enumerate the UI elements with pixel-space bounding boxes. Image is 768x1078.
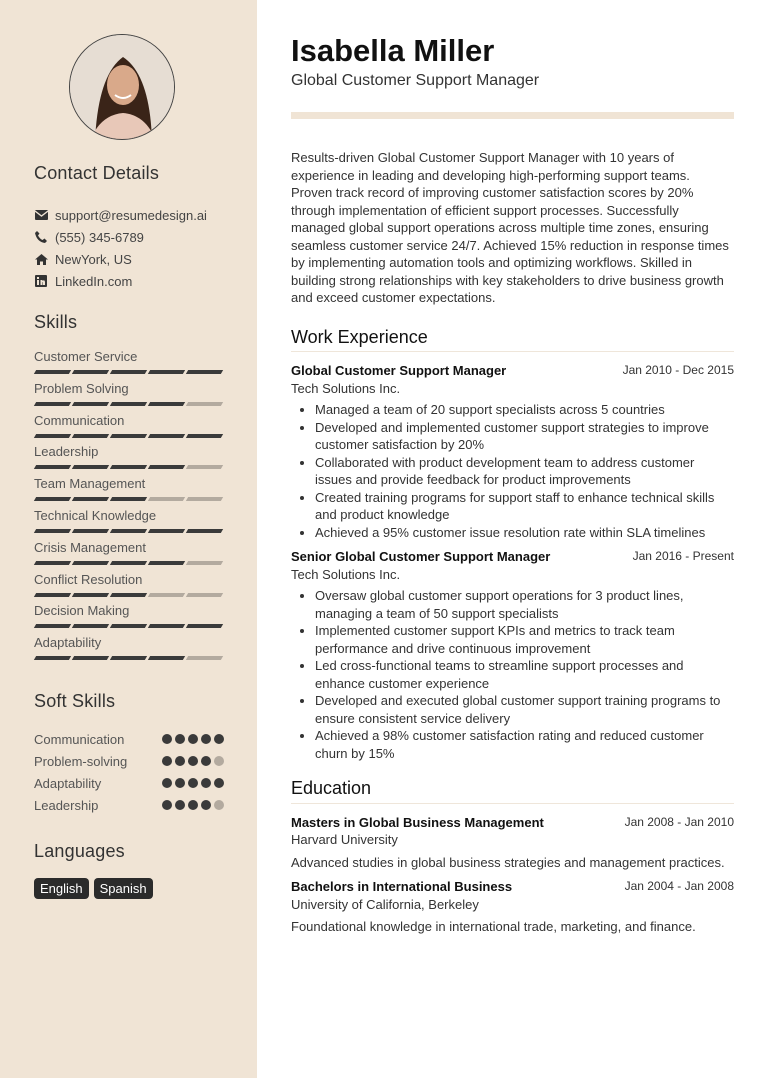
skill-bar-segment xyxy=(72,370,109,374)
skill-bar-segment xyxy=(110,593,147,597)
skill-label: Communication xyxy=(34,412,125,428)
skill-label: Decision Making xyxy=(34,603,130,619)
skill-bar-segment xyxy=(186,593,223,597)
soft-skill-item xyxy=(34,750,224,772)
skill-bar-segment xyxy=(72,593,109,597)
education-description: Foundational knowledge in international trade, marketing, and finance. xyxy=(291,919,696,934)
skill-bar-segment xyxy=(34,561,71,565)
education-description: Advanced studies in global business strategies and management practices. xyxy=(291,854,725,870)
degree: Bachelors in International Business xyxy=(291,879,513,894)
skill-bar-segment xyxy=(186,529,223,533)
rating-dot xyxy=(162,734,172,744)
skill-bar-segment xyxy=(34,402,71,406)
skill-bar-segment xyxy=(34,656,71,660)
rating-dot xyxy=(162,756,172,766)
skill-bar-segment xyxy=(148,656,185,660)
contact-text[interactable]: LinkedIn.com xyxy=(55,273,133,289)
contact-heading: Contact Details xyxy=(34,163,160,183)
skill-item xyxy=(34,540,224,572)
rating-dot xyxy=(175,778,185,788)
job-bullet: • Collaborated with product development team to address customer issues and provide feedback for product improvements xyxy=(315,454,734,489)
rating-dot xyxy=(201,800,211,810)
envelope-icon xyxy=(34,210,48,220)
home-icon xyxy=(34,254,48,265)
skill-item xyxy=(34,508,224,540)
rating-dot xyxy=(214,800,224,810)
skill-bar-segment xyxy=(34,497,71,501)
skill-level-bar xyxy=(35,465,224,469)
contact-text[interactable]: support@resumedesign.ai xyxy=(55,207,207,223)
job-company: Tech Solutions Inc. xyxy=(291,566,401,582)
job-bullet: • Created training programs for support staff to enhance technical skills and product knowledge xyxy=(315,489,734,524)
soft-skill-item xyxy=(34,728,224,750)
rating-dot xyxy=(188,800,198,810)
skill-bar-segment xyxy=(148,561,185,565)
skill-bar-segment xyxy=(72,656,109,660)
skill-bar-segment xyxy=(72,497,109,501)
rating-dot xyxy=(214,734,224,744)
skill-bar-segment xyxy=(72,529,109,533)
job-bullet: • Achieved a 98% customer satisfaction rating and reduced customer churn by 15% xyxy=(315,727,734,762)
education-heading: Education xyxy=(291,780,734,804)
education-dates: Jan 2008 - Jan 2010 xyxy=(624,814,734,829)
skill-label: Leadership xyxy=(34,444,99,460)
contact-item xyxy=(34,270,207,292)
soft-skill-rating xyxy=(162,756,224,766)
skill-level-bar xyxy=(35,402,224,406)
skill-bar-segment xyxy=(110,529,147,533)
skill-bar-segment xyxy=(186,434,223,438)
skill-bar-segment xyxy=(110,465,147,469)
skill-bar-segment xyxy=(34,434,71,438)
rating-dot xyxy=(188,734,198,744)
skill-item xyxy=(34,349,224,381)
contact-list xyxy=(34,204,207,292)
job-title: Global Customer Support Manager xyxy=(291,363,507,378)
soft-skills-list xyxy=(34,728,224,816)
rating-dot xyxy=(175,756,185,766)
skill-level-bar xyxy=(35,529,224,533)
skill-bar-segment xyxy=(110,402,147,406)
skill-label: Technical Knowledge xyxy=(34,507,157,523)
skill-bar-segment xyxy=(110,561,147,565)
soft-skill-label: Communication xyxy=(34,731,125,747)
skill-label: Adaptability xyxy=(34,635,102,651)
skill-bar-segment xyxy=(72,434,109,438)
job-dates: Jan 2010 - Dec 2015 xyxy=(622,363,734,377)
rating-dot xyxy=(175,800,185,810)
job-entry xyxy=(291,548,734,762)
job-dates: Jan 2016 - Present xyxy=(632,549,734,563)
skill-bar-segment xyxy=(110,434,147,438)
soft-skill-item xyxy=(34,772,224,794)
skill-bar-segment xyxy=(34,593,71,597)
skill-item xyxy=(34,603,224,635)
phone-icon xyxy=(34,231,48,243)
skill-bar-segment xyxy=(148,593,185,597)
contact-item xyxy=(34,248,207,270)
degree: Masters in Global Business Management xyxy=(291,814,544,830)
skill-bar-segment xyxy=(110,370,147,374)
job-bullet: • Achieved a 95% customer issue resolution rate within SLA timelines xyxy=(315,524,734,542)
accent-bar xyxy=(291,112,734,119)
summary: Results-driven Global Customer Support Manager with 10 years of experience in leading and developing high-performing support teams. Proven track record of improving customer satisfaction scores by 20% through implementation of efficient support processes. Successfully managed global support operations across multiple time zones, ensuring seamless customer service 24/7. Achieved 15% reduction in response times by implementing automation tools and optimizing workflows. Skilled in building strong relationships with key stakeholders to drive business growth and exceed customer expectations. xyxy=(291,150,729,305)
job-entry xyxy=(291,362,734,541)
soft-skill-rating xyxy=(162,778,224,788)
language-badge: Spanish xyxy=(94,878,153,899)
job-bullet: • Developed and implemented customer support strategies to improve customer satisfaction by 20% xyxy=(315,419,734,454)
contact-text[interactable]: NewYork, US xyxy=(55,251,132,267)
linkedin-icon xyxy=(34,275,48,287)
skill-bar-segment xyxy=(186,402,223,406)
skill-bar-segment xyxy=(148,370,185,374)
skill-bar-segment xyxy=(34,370,71,374)
skill-bar-segment xyxy=(148,402,185,406)
skill-item xyxy=(34,635,224,667)
rating-dot xyxy=(162,800,172,810)
skill-level-bar xyxy=(35,370,224,374)
work-list xyxy=(291,362,734,762)
education-list xyxy=(291,814,734,936)
skill-label: Customer Service xyxy=(34,349,138,364)
rating-dot xyxy=(214,756,224,766)
skill-item xyxy=(34,381,224,413)
rating-dot xyxy=(162,778,172,788)
work-heading: Work Experience xyxy=(291,329,734,353)
sidebar xyxy=(0,0,257,1078)
skill-bar-segment xyxy=(110,656,147,660)
skill-bar-segment xyxy=(72,465,109,469)
rating-dot xyxy=(201,778,211,788)
language-badge: English xyxy=(34,878,89,899)
rating-dot xyxy=(175,734,185,744)
skill-bar-segment xyxy=(34,465,71,469)
soft-skill-label: Adaptability xyxy=(34,775,102,791)
languages-heading: Languages xyxy=(34,841,125,861)
languages-list xyxy=(34,878,153,899)
skill-bar-segment xyxy=(186,370,223,374)
skill-bar-segment xyxy=(186,497,223,501)
school: Harvard University xyxy=(291,832,398,847)
skill-label: Crisis Management xyxy=(34,539,146,555)
rating-dot xyxy=(188,756,198,766)
skill-label: Team Management xyxy=(34,476,146,492)
skill-bar-segment xyxy=(110,624,147,628)
profile-photo xyxy=(69,34,175,140)
candidate-name: Isabella Miller xyxy=(291,33,495,68)
soft-skill-label: Leadership xyxy=(34,797,99,813)
school: University of California, Berkeley xyxy=(291,896,479,912)
skill-bar-segment xyxy=(148,434,185,438)
skill-bar-segment xyxy=(186,561,223,565)
skill-item xyxy=(34,413,224,445)
skill-level-bar xyxy=(35,593,224,597)
job-bullet: • Managed a team of 20 support specialists across 5 countries xyxy=(315,401,734,419)
skill-bar-segment xyxy=(186,656,223,660)
skill-level-bar xyxy=(35,434,224,438)
rating-dot xyxy=(201,734,211,744)
rating-dot xyxy=(188,778,198,788)
job-title: Senior Global Customer Support Manager xyxy=(291,549,551,564)
contact-item xyxy=(34,226,207,248)
skill-bar-segment xyxy=(72,624,109,628)
soft-skill-rating xyxy=(162,734,224,744)
skill-level-bar xyxy=(35,624,224,628)
skill-label: Conflict Resolution xyxy=(34,571,143,587)
skill-item xyxy=(34,572,224,604)
education-entry xyxy=(291,878,734,936)
candidate-title: Global Customer Support Manager xyxy=(291,72,540,89)
skills-heading: Skills xyxy=(34,312,78,332)
rating-dot xyxy=(201,756,211,766)
skill-level-bar xyxy=(35,656,224,660)
soft-skill-item xyxy=(34,794,224,816)
skill-bar-segment xyxy=(148,465,185,469)
soft-skill-label: Problem-solving xyxy=(34,753,128,769)
job-bullet: • Oversaw global customer support operations for 3 product lines, managing a team of 50 support specialists xyxy=(315,587,734,622)
contact-text[interactable]: (555) 345-6789 xyxy=(55,229,144,245)
job-bullet: • Developed and executed global customer support training programs to ensure consistent service delivery xyxy=(315,692,734,727)
soft-skills-heading: Soft Skills xyxy=(34,691,116,711)
job-bullet: • Implemented customer support KPIs and metrics to track team performance and drive continuous improvement xyxy=(315,622,734,657)
skill-bar-segment xyxy=(148,624,185,628)
skill-bar-segment xyxy=(34,529,71,533)
skill-bar-segment xyxy=(72,402,109,406)
job-company: Tech Solutions Inc. xyxy=(291,380,401,396)
job-bullet: • Led cross-functional teams to streamline support processes and enhance customer experience xyxy=(315,657,734,692)
skill-level-bar xyxy=(35,561,224,565)
skill-bar-segment xyxy=(34,624,71,628)
rating-dot xyxy=(214,778,224,788)
skill-bar-segment xyxy=(148,529,185,533)
skill-label: Problem Solving xyxy=(34,380,129,396)
soft-skill-rating xyxy=(162,800,224,810)
skill-bar-segment xyxy=(148,497,185,501)
skill-level-bar xyxy=(35,497,224,501)
skill-item xyxy=(34,444,224,476)
skill-bar-segment xyxy=(186,465,223,469)
skills-list xyxy=(34,349,224,667)
skill-bar-segment xyxy=(186,624,223,628)
skill-bar-segment xyxy=(110,497,147,501)
education-entry xyxy=(291,814,734,872)
skill-item xyxy=(34,476,224,508)
education-dates: Jan 2004 - Jan 2008 xyxy=(624,879,734,893)
contact-item xyxy=(34,204,207,226)
skill-bar-segment xyxy=(72,561,109,565)
